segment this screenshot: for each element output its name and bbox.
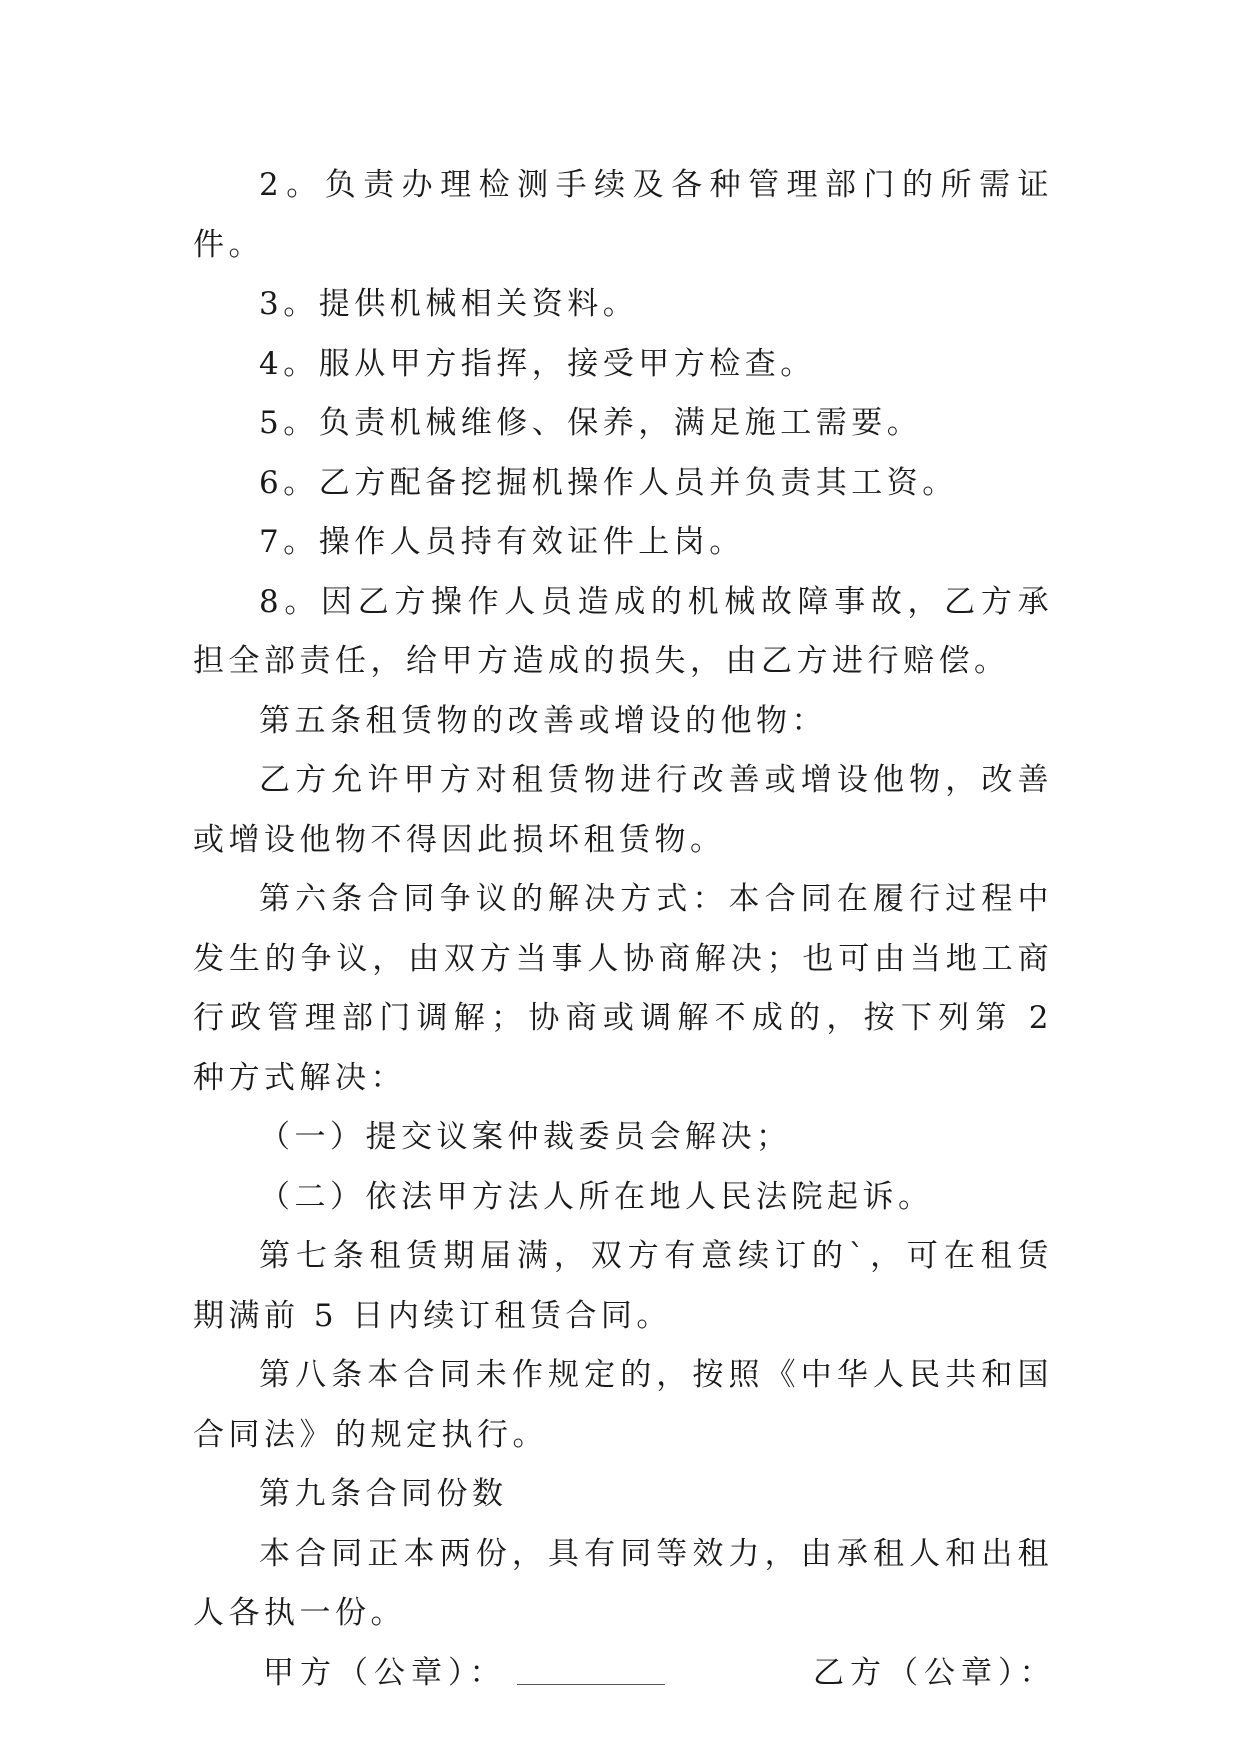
clause-item-3: 3。提供机械相关资料。 [259, 286, 639, 322]
party-a-signature [263, 1644, 665, 1704]
clause-item-6: 6。乙方配备挖掘机操作人员并负责其工资。 [259, 464, 958, 501]
article-7-body: 第七条租赁期届满，双方有意续订的`，可在租赁期满前 5 日内续订租赁合同。 [193, 1238, 1053, 1334]
article-5-heading: 第五条租赁物的改善或增设的他物： [259, 702, 827, 739]
party-a-label: 甲方（公章）： [263, 1654, 507, 1691]
article-8-body: 第八条本合同未作规定的，按照《中华人民共和国合同法》的规定执行。 [193, 1357, 1053, 1453]
clause-item-5: 5。负责机械维修、保养，满足施工需要。 [259, 405, 923, 441]
clause-item-8: 8。因乙方操作人员造成的机械故障事故，乙方承担全部责任，给甲方造成的损失，由乙方进行赔偿。 [193, 583, 1053, 679]
article-5-body: 乙方允许甲方对租赁物进行改善或增设他物，改善或增设他物不得因此损坏租赁物。 [193, 762, 1053, 858]
clause-item-4: 4。服从甲方指挥，接受甲方检查。 [259, 345, 816, 382]
article-6-body: 第六条合同争议的解决方式：本合同在履行过程中发生的争议，由双方当事人协商解决；也可由当地工商行政管理部门调解；协商或调解不成的，按下列第 2 种方式解决： [193, 881, 1053, 1096]
article-6-option-1: （一）提交议案仲裁委员会解决； [259, 1119, 792, 1155]
clause-item-7: 7。操作人员持有效证件上岗。 [259, 524, 745, 560]
article-6-option-2: （二）依法甲方法人所在地人民法院起诉。 [259, 1178, 934, 1215]
party-a-signature-line [517, 1656, 665, 1685]
article-9-body: 本合同正本两份，具有同等效力，由承租人和出租人各执一份。 [193, 1535, 1053, 1631]
contract-page [193, 156, 1057, 1704]
party-b-label: 乙方（公章）： [813, 1654, 1057, 1691]
clause-item-2: 2。负责办理检测手续及各种管理部门的所需证件。 [193, 167, 1053, 263]
article-9-heading: 第九条合同份数 [259, 1476, 508, 1512]
signature-row [193, 1644, 1057, 1704]
party-b-signature [813, 1644, 1057, 1704]
